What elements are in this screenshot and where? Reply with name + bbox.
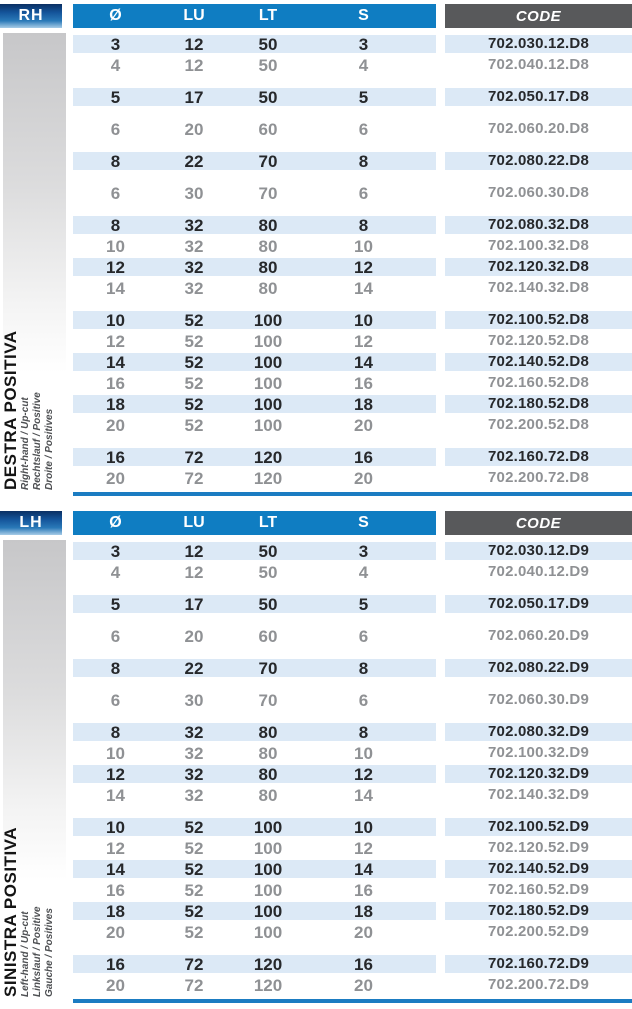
cell-diameter: 16 xyxy=(106,954,125,974)
row-values xyxy=(73,595,436,613)
cell-diameter: 16 xyxy=(106,880,125,900)
section-right-hand xyxy=(0,4,632,496)
cell-code: 702.060.20.D8 xyxy=(487,120,589,137)
cell-lu: 12 xyxy=(184,562,204,582)
side-subtitle-de: Linkslauf / Positive xyxy=(32,906,43,997)
cell-diameter: 14 xyxy=(106,352,125,372)
cell-lt: 100 xyxy=(253,859,283,879)
cell-diameter: 4 xyxy=(110,55,121,75)
cell-diameter: 4 xyxy=(110,562,121,582)
table-row xyxy=(73,879,632,900)
side-title: SINISTRA POSITIVA xyxy=(1,826,20,997)
cell-lt: 100 xyxy=(253,838,283,858)
table-row xyxy=(73,625,632,646)
cell-code: 702.120.52.D8 xyxy=(487,332,589,349)
cell-lt: 80 xyxy=(258,785,278,805)
table-rows xyxy=(73,33,632,488)
cell-code: 702.120.32.D9 xyxy=(445,765,632,783)
cell-lu: 52 xyxy=(184,394,204,414)
cell-shank: 20 xyxy=(354,415,373,435)
row-values xyxy=(73,976,436,994)
cell-diameter: 20 xyxy=(106,922,125,942)
table-row xyxy=(73,235,632,256)
row-values xyxy=(73,818,436,836)
cell-code: 702.140.52.D8 xyxy=(445,353,632,371)
row-values xyxy=(73,279,436,297)
cell-lt: 100 xyxy=(253,373,283,393)
cell-lu: 52 xyxy=(184,415,204,435)
cell-lt: 120 xyxy=(253,447,283,467)
side-subtitle-en: Right-hand / Up-cut xyxy=(20,397,31,490)
table-row xyxy=(73,858,632,879)
row-values xyxy=(73,765,436,783)
side-title: DESTRA POSITIVA xyxy=(1,330,20,490)
cell-diameter: 3 xyxy=(110,34,121,54)
table-row xyxy=(73,414,632,435)
cell-shank: 12 xyxy=(354,764,373,784)
cell-code: 702.050.17.D8 xyxy=(445,88,632,106)
cell-diameter: 10 xyxy=(106,310,125,330)
cell-lt: 70 xyxy=(258,151,278,171)
table-row xyxy=(73,657,632,678)
cell-shank: 4 xyxy=(358,562,369,582)
cell-diameter: 18 xyxy=(106,901,125,921)
row-values xyxy=(73,416,436,434)
cell-lu: 32 xyxy=(184,278,204,298)
cell-lt: 100 xyxy=(253,415,283,435)
table-row xyxy=(73,446,632,467)
row-values xyxy=(73,184,436,202)
table-row xyxy=(73,561,632,582)
cell-diameter: 14 xyxy=(106,278,125,298)
row-values xyxy=(73,237,436,255)
cell-shank: 16 xyxy=(354,954,373,974)
row-values xyxy=(73,744,436,762)
cell-shank: 14 xyxy=(354,278,373,298)
cell-code: 702.080.32.D8 xyxy=(445,216,632,234)
cell-diameter: 12 xyxy=(106,838,125,858)
cell-shank: 8 xyxy=(358,215,369,235)
cell-diameter: 20 xyxy=(106,975,125,995)
side-subtitle-de: Rechtslauf / Positive xyxy=(32,392,43,490)
side-subtitle-fr: Droite / Positives xyxy=(44,408,55,490)
cell-diameter: 3 xyxy=(110,541,121,561)
cell-shank: 8 xyxy=(358,722,369,742)
cell-diameter: 6 xyxy=(110,119,121,139)
side-label-lh xyxy=(1,537,63,997)
table-row xyxy=(73,742,632,763)
table-row xyxy=(73,54,632,75)
table-row xyxy=(73,816,632,837)
row-values xyxy=(73,923,436,941)
cell-lu: 20 xyxy=(184,119,204,139)
table-row xyxy=(73,837,632,858)
table-row xyxy=(73,118,632,139)
cell-lt: 100 xyxy=(253,331,283,351)
code-column-header: CODE xyxy=(445,511,632,535)
column-header-lt: LT xyxy=(258,514,278,531)
table-row xyxy=(73,86,632,107)
cell-lt: 120 xyxy=(253,975,283,995)
cell-lu: 17 xyxy=(184,594,204,614)
cell-lu: 72 xyxy=(184,975,204,995)
table-row xyxy=(73,721,632,742)
cell-shank: 6 xyxy=(358,183,369,203)
row-values xyxy=(73,469,436,487)
table-row xyxy=(73,182,632,203)
row-values xyxy=(73,723,436,741)
cell-lt: 100 xyxy=(253,901,283,921)
cell-shank: 16 xyxy=(354,447,373,467)
cell-lu: 52 xyxy=(184,901,204,921)
cell-diameter: 8 xyxy=(110,722,121,742)
row-values xyxy=(73,881,436,899)
cell-lu: 72 xyxy=(184,954,204,974)
cell-lu: 12 xyxy=(184,541,204,561)
cell-lt: 100 xyxy=(253,817,283,837)
cell-code: 702.140.32.D9 xyxy=(487,786,589,803)
column-header-lu: LU xyxy=(183,7,205,24)
column-header-s: S xyxy=(358,514,369,531)
cell-lu: 22 xyxy=(184,151,204,171)
cell-shank: 12 xyxy=(354,331,373,351)
cell-lt: 80 xyxy=(258,257,278,277)
cell-lu: 32 xyxy=(184,257,204,277)
cell-lu: 52 xyxy=(184,859,204,879)
row-values xyxy=(73,691,436,709)
cell-code: 702.100.52.D8 xyxy=(445,311,632,329)
cell-lt: 70 xyxy=(258,183,278,203)
side-subtitle-en: Left-hand / Up-cut xyxy=(20,911,31,997)
row-values xyxy=(73,88,436,106)
cell-code: 702.050.17.D9 xyxy=(445,595,632,613)
cell-shank: 14 xyxy=(354,859,373,879)
cell-code: 702.080.22.D8 xyxy=(445,152,632,170)
cell-lu: 20 xyxy=(184,626,204,646)
cell-code: 702.200.52.D8 xyxy=(487,416,589,433)
cell-lu: 52 xyxy=(184,373,204,393)
cell-shank: 10 xyxy=(354,236,373,256)
cell-shank: 3 xyxy=(358,541,369,561)
cell-lu: 17 xyxy=(184,87,204,107)
cell-diameter: 10 xyxy=(106,236,125,256)
side-label-rh xyxy=(1,30,63,490)
cell-shank: 20 xyxy=(354,975,373,995)
cell-lu: 52 xyxy=(184,838,204,858)
cell-diameter: 12 xyxy=(106,764,125,784)
table-row xyxy=(73,784,632,805)
cell-lt: 120 xyxy=(253,954,283,974)
cell-diameter: 20 xyxy=(106,468,125,488)
cell-code: 702.080.22.D9 xyxy=(445,659,632,677)
cell-code: 702.180.52.D8 xyxy=(445,395,632,413)
cell-code: 702.030.12.D9 xyxy=(445,542,632,560)
cell-shank: 14 xyxy=(354,785,373,805)
cell-shank: 6 xyxy=(358,119,369,139)
cell-code: 702.200.52.D9 xyxy=(487,923,589,940)
row-values xyxy=(73,563,436,581)
cell-diameter: 14 xyxy=(106,785,125,805)
row-values xyxy=(73,311,436,329)
cell-diameter: 14 xyxy=(106,859,125,879)
cell-shank: 4 xyxy=(358,55,369,75)
cell-code: 702.160.52.D9 xyxy=(487,881,589,898)
cell-lu: 32 xyxy=(184,722,204,742)
table-row xyxy=(73,351,632,372)
cell-lt: 80 xyxy=(258,278,278,298)
cell-lt: 60 xyxy=(258,626,278,646)
cell-lt: 80 xyxy=(258,215,278,235)
cell-lu: 32 xyxy=(184,215,204,235)
cell-shank: 12 xyxy=(354,838,373,858)
code-column-header: CODE xyxy=(445,4,632,28)
table-row xyxy=(73,921,632,942)
cell-diameter: 12 xyxy=(106,331,125,351)
row-values xyxy=(73,955,436,973)
table-row xyxy=(73,309,632,330)
cell-code: 702.160.72.D8 xyxy=(445,448,632,466)
cell-code: 702.120.32.D8 xyxy=(445,258,632,276)
cell-shank: 5 xyxy=(358,594,369,614)
table-row xyxy=(73,689,632,710)
row-values xyxy=(73,839,436,857)
cell-diameter: 20 xyxy=(106,415,125,435)
cell-diameter: 18 xyxy=(106,394,125,414)
table-bottom-rule xyxy=(73,492,632,496)
column-header-lu: LU xyxy=(183,514,205,531)
cell-code: 702.060.20.D9 xyxy=(487,627,589,644)
cell-diameter: 12 xyxy=(106,257,125,277)
cell-code: 702.060.30.D9 xyxy=(487,691,589,708)
cell-lu: 32 xyxy=(184,236,204,256)
table-row xyxy=(73,393,632,414)
cell-lu: 30 xyxy=(184,690,204,710)
cell-shank: 20 xyxy=(354,468,373,488)
row-values xyxy=(73,35,436,53)
section-left-hand xyxy=(0,511,632,1003)
cell-diameter: 5 xyxy=(110,594,121,614)
cell-lu: 32 xyxy=(184,764,204,784)
column-header-bar xyxy=(73,4,436,28)
column-header-lt: LT xyxy=(258,7,278,24)
row-values xyxy=(73,258,436,276)
cell-lt: 70 xyxy=(258,690,278,710)
cell-diameter: 5 xyxy=(110,87,121,107)
column-header-diameter: Ø xyxy=(109,7,122,24)
cell-lt: 70 xyxy=(258,658,278,678)
column-header-diameter: Ø xyxy=(109,514,122,531)
table-rows xyxy=(73,540,632,995)
cell-shank: 14 xyxy=(354,352,373,372)
cell-lu: 30 xyxy=(184,183,204,203)
table-bottom-rule xyxy=(73,999,632,1003)
cell-diameter: 6 xyxy=(110,690,121,710)
cell-shank: 16 xyxy=(354,880,373,900)
cell-lt: 80 xyxy=(258,722,278,742)
cell-lu: 52 xyxy=(184,352,204,372)
cell-lt: 50 xyxy=(258,34,278,54)
table-row xyxy=(73,953,632,974)
cell-shank: 20 xyxy=(354,922,373,942)
cell-code: 702.200.72.D8 xyxy=(487,469,589,486)
cell-code: 702.200.72.D9 xyxy=(487,976,589,993)
cell-shank: 10 xyxy=(354,817,373,837)
table-row xyxy=(73,467,632,488)
row-values xyxy=(73,902,436,920)
cell-diameter: 16 xyxy=(106,447,125,467)
cell-lu: 72 xyxy=(184,468,204,488)
cell-diameter: 10 xyxy=(106,743,125,763)
tab-lh-label: LH xyxy=(19,514,43,531)
cell-code: 702.080.32.D9 xyxy=(445,723,632,741)
cell-lu: 52 xyxy=(184,817,204,837)
cell-diameter: 8 xyxy=(110,215,121,235)
column-header-bar xyxy=(73,511,436,535)
cell-code: 702.040.12.D8 xyxy=(487,56,589,73)
table-row xyxy=(73,900,632,921)
cell-lt: 100 xyxy=(253,310,283,330)
row-values xyxy=(73,542,436,560)
cell-lu: 52 xyxy=(184,922,204,942)
table-row xyxy=(73,593,632,614)
cell-lu: 52 xyxy=(184,331,204,351)
table-row xyxy=(73,540,632,561)
cell-lu: 52 xyxy=(184,880,204,900)
cell-code: 702.060.30.D8 xyxy=(487,184,589,201)
cell-lu: 22 xyxy=(184,658,204,678)
table-row xyxy=(73,372,632,393)
cell-code: 702.160.52.D8 xyxy=(487,374,589,391)
cell-shank: 8 xyxy=(358,658,369,678)
cell-code: 702.140.52.D9 xyxy=(445,860,632,878)
table-row xyxy=(73,974,632,995)
cell-lt: 100 xyxy=(253,352,283,372)
cell-lu: 52 xyxy=(184,310,204,330)
cell-lt: 100 xyxy=(253,880,283,900)
tab-rh-label: RH xyxy=(18,7,44,24)
table-row xyxy=(73,150,632,171)
cell-lt: 50 xyxy=(258,87,278,107)
cell-diameter: 6 xyxy=(110,183,121,203)
cell-lt: 60 xyxy=(258,119,278,139)
cell-lt: 50 xyxy=(258,562,278,582)
cell-lt: 120 xyxy=(253,468,283,488)
cell-lt: 50 xyxy=(258,594,278,614)
table-row xyxy=(73,256,632,277)
cell-lu: 32 xyxy=(184,743,204,763)
cell-diameter: 10 xyxy=(106,817,125,837)
cell-shank: 18 xyxy=(354,394,373,414)
row-values xyxy=(73,627,436,645)
cell-code: 702.100.52.D9 xyxy=(445,818,632,836)
cell-code: 702.100.32.D9 xyxy=(487,744,589,761)
cell-lu: 12 xyxy=(184,55,204,75)
row-values xyxy=(73,860,436,878)
row-values xyxy=(73,448,436,466)
column-header-s: S xyxy=(358,7,369,24)
cell-diameter: 8 xyxy=(110,151,121,171)
cell-shank: 10 xyxy=(354,310,373,330)
cell-lu: 12 xyxy=(184,34,204,54)
cell-shank: 5 xyxy=(358,87,369,107)
row-values xyxy=(73,216,436,234)
tab-lh xyxy=(0,511,62,535)
cell-lt: 50 xyxy=(258,541,278,561)
cell-shank: 10 xyxy=(354,743,373,763)
cell-shank: 16 xyxy=(354,373,373,393)
cell-diameter: 16 xyxy=(106,373,125,393)
cell-lt: 100 xyxy=(253,394,283,414)
cell-lt: 80 xyxy=(258,743,278,763)
table-row xyxy=(73,330,632,351)
tab-rh xyxy=(0,4,62,28)
row-values xyxy=(73,395,436,413)
cell-code: 702.180.52.D9 xyxy=(445,902,632,920)
cell-lt: 80 xyxy=(258,764,278,784)
table-row xyxy=(73,214,632,235)
cell-code: 702.160.72.D9 xyxy=(445,955,632,973)
cell-shank: 12 xyxy=(354,257,373,277)
cell-diameter: 8 xyxy=(110,658,121,678)
table-row xyxy=(73,763,632,784)
cell-shank: 18 xyxy=(354,901,373,921)
table-row xyxy=(73,277,632,298)
row-values xyxy=(73,120,436,138)
cell-lu: 32 xyxy=(184,785,204,805)
cell-shank: 3 xyxy=(358,34,369,54)
cell-lt: 100 xyxy=(253,922,283,942)
cell-code: 702.040.12.D9 xyxy=(487,563,589,580)
row-values xyxy=(73,332,436,350)
cell-shank: 6 xyxy=(358,626,369,646)
cell-shank: 8 xyxy=(358,151,369,171)
cell-lu: 72 xyxy=(184,447,204,467)
cell-code: 702.100.32.D8 xyxy=(487,237,589,254)
cell-code: 702.140.32.D8 xyxy=(487,279,589,296)
cell-code: 702.120.52.D9 xyxy=(487,839,589,856)
row-values xyxy=(73,786,436,804)
cell-diameter: 6 xyxy=(110,626,121,646)
row-values xyxy=(73,659,436,677)
cell-shank: 6 xyxy=(358,690,369,710)
cell-code: 702.030.12.D8 xyxy=(445,35,632,53)
row-values xyxy=(73,353,436,371)
cell-lt: 80 xyxy=(258,236,278,256)
cell-lt: 50 xyxy=(258,55,278,75)
side-subtitle-fr: Gauche / Positives xyxy=(44,908,55,997)
row-values xyxy=(73,56,436,74)
table-row xyxy=(73,33,632,54)
row-values xyxy=(73,152,436,170)
row-values xyxy=(73,374,436,392)
